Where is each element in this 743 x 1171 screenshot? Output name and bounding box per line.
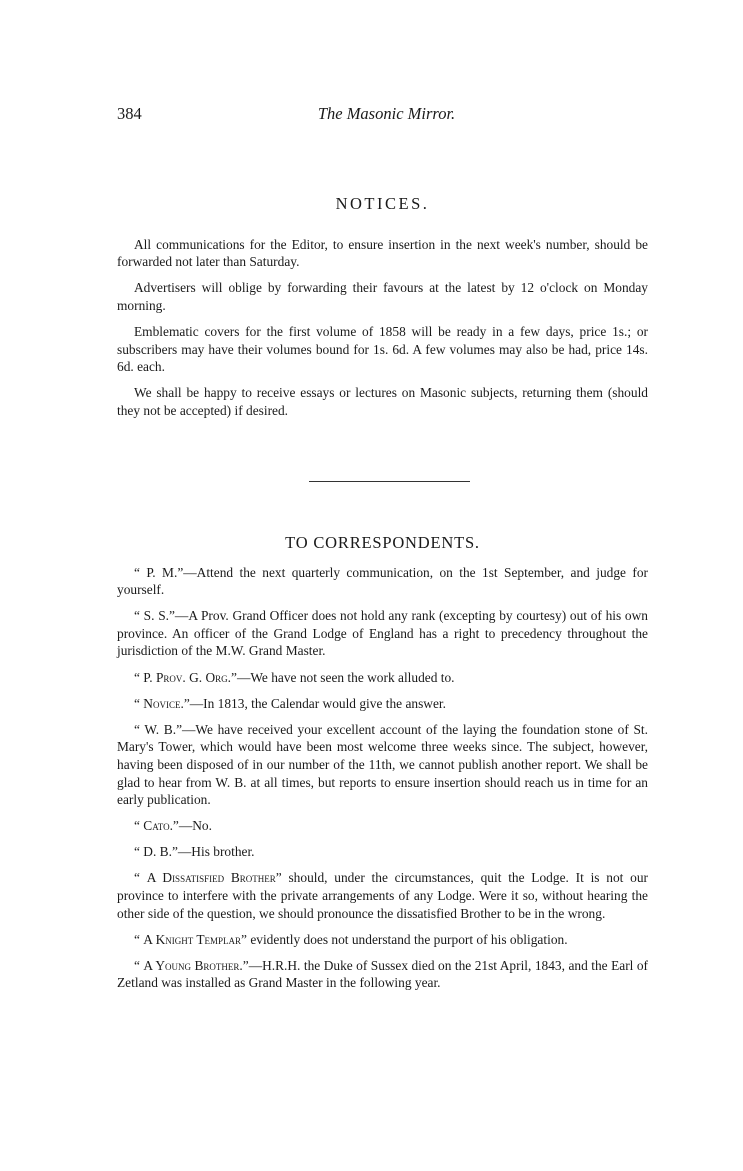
correspondents-section — [117, 534, 648, 1000]
correspondent-entry: “ P. M.”—Attend the next quarterly communication, on the 1st September, and judge for yourself. — [117, 564, 648, 598]
correspondent-name: A Young Brother. — [143, 957, 243, 973]
notice-paragraph: We shall be happy to receive essays or lectures on Masonic subjects, returning them (should they not be accepted) if desired. — [117, 385, 648, 418]
correspondent-name: Novice. — [143, 695, 184, 711]
correspondent-entry: “ Cato.”—No. — [134, 818, 212, 834]
correspondent-reply: should, under the circumstances, quit the Lodge. It is not our province to interfere with the private arrangements of any Lodge. Were it so, without hearing the other side of the question, we should pronounce the dissatisfied Brother to be in the wrong. — [117, 870, 648, 921]
notices-section — [117, 195, 648, 428]
notice-paragraph: Advertisers will oblige by forwarding their favours at the latest by 12 o'clock on Monday morning. — [117, 280, 648, 313]
correspondent-entry: “ D. B.”—His brother. — [134, 844, 255, 860]
correspondent-entry: “ A Dissatisfied Brother” should, under the circumstances, quit the Lodge. It is not our province to interfere with the private arrangements of any Lodge. Were it so, without hearing the other side of the question, we should pronounce the dissatisfied Brother to be in the wrong. — [117, 870, 648, 921]
page-header — [0, 96, 743, 126]
correspondent-reply: His brother. — [191, 844, 255, 860]
correspondent-name: A Knight Templar — [143, 931, 242, 947]
correspondent-reply: No. — [192, 818, 212, 834]
correspondent-reply: In 1813, the Calendar would give the answer. — [203, 695, 446, 711]
correspondent-entry: “ A Young Brother.”—H.R.H. the Duke of Sussex died on the 21st April, 1843, and the Earl of Zetland was installed as Grand Master in the following year. — [117, 957, 649, 991]
correspondent-name: D. B. — [143, 844, 172, 860]
correspondent-entry: “ Novice.”—In 1813, the Calendar would give the answer. — [134, 695, 446, 711]
correspondents-heading: TO CORRESPONDENTS. — [285, 533, 480, 552]
correspondent-name: W. B. — [144, 721, 177, 737]
correspondent-reply: H.R.H. the Duke of Sussex died on the 21st April, 1843, and the Earl of Zetland was installed as Grand Master in the following year. — [117, 957, 649, 991]
notices-heading: NOTICES. — [335, 194, 430, 213]
correspondent-name: Cato. — [143, 818, 173, 834]
correspondent-entry: “ A Knight Templar” evidently does not understand the purport of his obligation. — [134, 931, 568, 947]
correspondent-reply: evidently does not understand the purport of his obligation. — [250, 931, 568, 947]
correspondent-entry: “ W. B.”—We have received your excellent account of the laying the foundation stone of St. Mary's Tower, which would have been most welcome three weeks since. The subject, however, having been disposed of in our number of the 11th, we cannot publish another report. We shall be glad to hear from W. B. at all times, but reports to ensure insertion should reach us in time for an early publication. — [117, 721, 648, 808]
correspondent-reply: A Prov. Grand Officer does not hold any rank (excepting by courtesy) out of his own province. An officer of the Grand Lodge of England has a right to precedency throughout the jurisdiction of the M.W. Grand Master. — [117, 608, 648, 659]
correspondent-name: A Dissatisfied Brother — [146, 870, 276, 886]
page-number: 384 — [117, 104, 142, 123]
correspondent-reply: We have not seen the work alluded to. — [250, 669, 455, 685]
correspondent-reply: Attend the next quarterly communication, on the 1st September, and judge for yourself. — [117, 564, 648, 598]
notice-paragraph: All communications for the Editor, to ensure insertion in the next week's number, should be forwarded not later than Saturday. — [117, 236, 648, 270]
running-title: The Masonic Mirror. — [317, 104, 456, 123]
correspondent-entry: “ P. Prov. G. Org.”—We have not seen the work alluded to. — [134, 669, 455, 685]
correspondent-name: P. M. — [146, 564, 178, 580]
correspondent-entry: “ S. S.”—A Prov. Grand Officer does not hold any rank (excepting by courtesy) out of his own province. An officer of the Grand Lodge of England has a right to precedency throughout the jurisdiction of the M.W. Grand Master. — [117, 608, 648, 659]
notice-paragraph: Emblematic covers for the first volume of 1858 will be ready in a few days, price 1s.; or subscribers may have their volumes bound for 1s. 6d. A few volumes may also be had, price 14s. 6d. each. — [117, 323, 648, 375]
correspondent-reply: We have received your excellent account of the laying the foundation stone of St. Mary's Tower, which would have been most welcome three weeks since. The subject, however, having been disposed of in our number of the 11th, we cannot publish another report. We shall be glad to hear from W. B. at all times, but reports to ensure insertion should reach us in time for an early publication. — [117, 721, 648, 808]
correspondent-name: S. S. — [143, 608, 169, 624]
section-divider — [309, 481, 470, 482]
correspondent-name: P. Prov. G. Org. — [143, 669, 231, 685]
